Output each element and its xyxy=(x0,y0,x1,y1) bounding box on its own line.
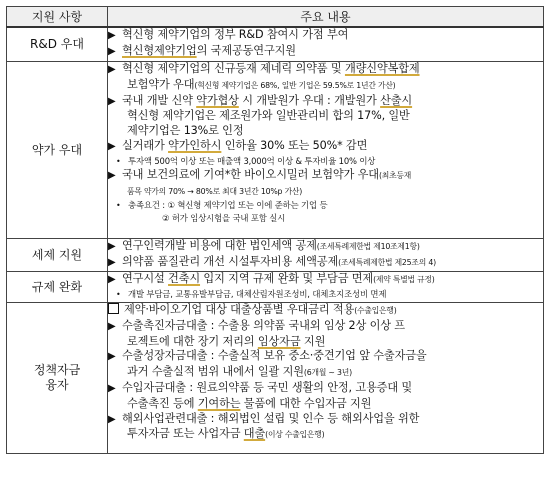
header-support-item: 지원 사항 xyxy=(7,7,108,28)
bullet-icon: ▶ xyxy=(108,320,116,332)
list-item-cont: 로젝트에 대한 장기 저리의 임상자금 지원 xyxy=(127,334,326,348)
category-tax: 세제 지원 xyxy=(7,239,108,272)
bullet-icon: ▶ xyxy=(108,382,116,394)
list-item-cont: 투자자금 또는 사업자금 대출(이상 수출입은행) xyxy=(127,427,325,441)
list-item: ▶ 수입자금대출 : 원료의약품 등 국민 생활의 안정, 고용증대 및 xyxy=(108,381,543,397)
list-item: ▶ 국내 보건의료에 기여*한 바이오시밀러 보험약가 우대(최초등재 xyxy=(108,168,543,184)
list-item: 제약·바이오기업 대상 대출상품별 우대금리 적용(수출입은행) xyxy=(108,303,543,319)
row-price xyxy=(7,62,544,239)
content-regulation xyxy=(108,272,544,303)
list-item-cont: 보험약가 우대(혁신형 제약기업은 68%, 일반 기업은 59.5%로 1년간 가산) xyxy=(127,77,396,91)
list-item-cont: 혁신형 제약기업은 제조원가와 일반관리비 합의 17%, 일반 xyxy=(127,109,410,123)
footnote: • 투자액 500억 이상 또는 매출액 3,000억 이상 & 투자비율 10% 이상 xyxy=(116,155,376,166)
list-item: ▶ 의약품 품질관리 개선 시설투자비용 세액공제(조세특례제한법 제25조의 4) xyxy=(108,255,543,271)
list-item: ▶ 해외사업관련대출 : 해외법인 설립 및 인수 등 해외사업을 위한 xyxy=(108,412,543,428)
table-header-row xyxy=(7,7,544,28)
category-rd: R&D 우대 xyxy=(7,27,108,62)
bullet-icon: ▶ xyxy=(108,241,116,252)
list-item: ▶ 연구시설 건축시 입지 지역 규제 완화 및 부담금 면제(제약 특별법 규정) xyxy=(108,272,543,288)
bullet-icon: ▶ xyxy=(108,45,116,57)
list-item: ▶ 실거래가 약가인하시 인하율 30% 또는 50%* 감면 xyxy=(108,139,543,155)
category-regulation: 규제 완화 xyxy=(7,272,108,303)
bullet-icon: ▶ xyxy=(108,274,116,285)
subbullet-icon: • xyxy=(116,156,121,166)
category-policy-loan: 정책자금 융자 xyxy=(7,303,108,454)
content-tax xyxy=(108,239,544,272)
bullet-icon: ▶ xyxy=(108,140,116,152)
bullet-icon: ▶ xyxy=(108,351,116,363)
list-item-cont: 과거 수출실적 범위 내에서 일괄 지원(6개월 ~ 3년) xyxy=(127,365,352,379)
list-item: ▶ 수출성장자금대출 : 수출실적 보유 중소·중견기업 앞 수출자금을 xyxy=(108,349,543,365)
bullet-icon: ▶ xyxy=(108,169,116,181)
checkbox-icon xyxy=(108,303,119,314)
content-rd xyxy=(108,27,544,62)
category-price: 약가 우대 xyxy=(7,62,108,239)
list-item: ▶ 혁신형 제약기업의 신규등재 제네릭 의약품 및 개량신약복합제 xyxy=(108,62,543,78)
list-item: ▶ 수출촉진자금대출 : 수출용 의약품 국내외 임상 2상 이상 프 xyxy=(108,319,543,335)
support-table xyxy=(6,6,544,454)
list-item: ▶ 연구인력개발 비용에 대한 법인세액 공제(조세특례제한법 제10조제1항) xyxy=(108,239,543,255)
bullet-icon: ▶ xyxy=(108,95,116,107)
bullet-icon: ▶ xyxy=(108,256,116,268)
list-item: ▶ 혁신형 제약기업의 정부 R&D 참여시 가점 부여 xyxy=(108,28,543,44)
bullet-icon: ▶ xyxy=(108,413,116,425)
row-regulation xyxy=(7,272,544,303)
row-policy-loan xyxy=(7,303,544,454)
footnote: • 충족요건 : ① 혁신형 제약기업 또는 이에 준하는 기업 등 xyxy=(116,200,328,211)
footnote-cont: ② 허가 임상시험을 국내 포함 실시 xyxy=(162,213,286,224)
list-item: ▶ 혁신형제약기업의 국제공동연구지원 xyxy=(108,44,543,60)
list-item-cont: 품목 약가의 70% → 80%로 최대 3년간 10%p 가산) xyxy=(127,186,303,196)
footnote: • 개발 부담금, 교통유발부담금, 대체산림자원조성비, 대체초지조성비 면제 xyxy=(116,288,387,299)
list-item-cont: 제약기업은 13%로 인정 xyxy=(127,124,244,138)
row-tax xyxy=(7,239,544,272)
content-price xyxy=(108,62,544,239)
subbullet-icon: • xyxy=(116,289,121,299)
bullet-icon: ▶ xyxy=(108,64,116,75)
list-item: ▶ 국내 개발 신약 약가협상 시 개발원가 우대 : 개발원가 산출시 xyxy=(108,94,543,110)
bullet-icon: ▶ xyxy=(108,30,116,41)
row-rd xyxy=(7,27,544,62)
content-policy-loan xyxy=(108,303,544,454)
list-item-cont: 수출촉진 등에 기여하는 물품에 대한 수입자금 지원 xyxy=(127,396,372,410)
header-main-content: 주요 내용 xyxy=(108,7,544,28)
subbullet-icon: • xyxy=(116,201,121,211)
